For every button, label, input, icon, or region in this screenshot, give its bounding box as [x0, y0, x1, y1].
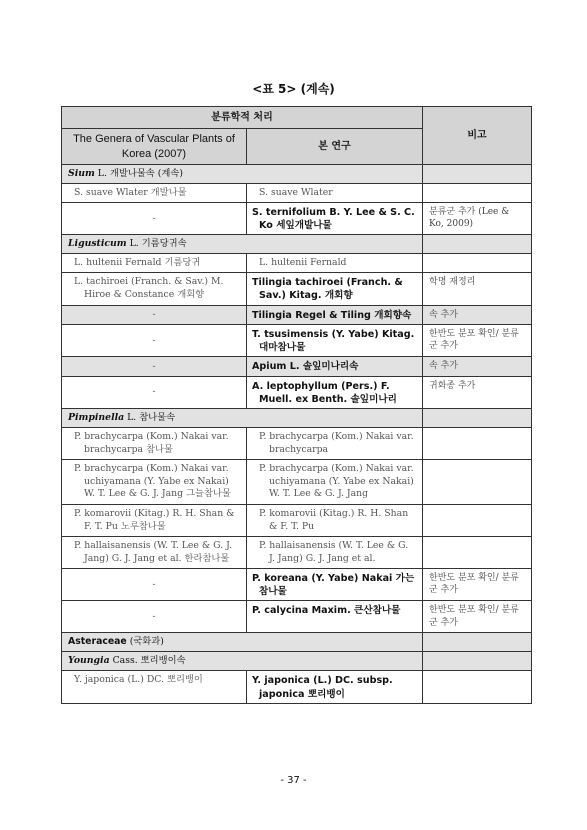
- family-cell: [62, 633, 423, 652]
- table-row: [62, 504, 532, 536]
- header-taxonomic-treatment: 분류학적 처리: [62, 107, 423, 129]
- genus-cell: [62, 235, 423, 254]
- col-genera-2007-cell: -: [62, 357, 247, 376]
- col-this-study-cell: P. brachycarpa (Kom.) Nakai var. uchiyamana (Y. Yabe ex Nakai) W. T. Lee & G. J. Jang: [247, 459, 423, 504]
- remarks-cell: [423, 165, 532, 184]
- col-remarks-cell: [423, 536, 532, 568]
- col-remarks-cell: 한반도 분포 확인/ 분류군 추가: [423, 324, 532, 356]
- family-common-name: (국화과): [126, 636, 164, 648]
- genus-row: [62, 235, 532, 254]
- table-row: [62, 459, 532, 504]
- table-row: [62, 568, 532, 600]
- header-remarks: 비고: [423, 107, 532, 165]
- col-remarks-cell: [423, 459, 532, 504]
- added-genus-row: [62, 305, 532, 324]
- col-genera-2007-cell: P. brachycarpa (Kom.) Nakai var. brachycarpa 참나물: [62, 427, 247, 459]
- table-row: [62, 273, 532, 305]
- page-number: - 37 -: [280, 775, 307, 786]
- genus-row: [62, 165, 532, 184]
- table-row: [62, 324, 532, 356]
- col-this-study-cell: P. koreana (Y. Yabe) Nakai 가는참나물: [247, 568, 423, 600]
- genus-name: Ligusticum: [68, 238, 127, 250]
- table-row: [62, 671, 532, 703]
- col-this-study-cell: P. calycina Maxim. 큰산참나물: [247, 601, 423, 633]
- remarks-cell: [423, 652, 532, 671]
- genus-name: Youngia: [68, 655, 110, 667]
- genus-cell: [62, 165, 423, 184]
- genus-common-name: L. 개발나물속 (계속): [94, 168, 183, 180]
- col-remarks-cell: [423, 504, 532, 536]
- table-row: [62, 376, 532, 408]
- col-genera-2007-cell: P. brachycarpa (Kom.) Nakai var. uchiyamana (Y. Yabe ex Nakai) W. T. Lee & G. J. Jang 그늘참나물: [62, 459, 247, 504]
- col-remarks-cell: 분류군 추가 (Lee & Ko, 2009): [423, 203, 532, 235]
- genus-common-name: Cass. 뽀리뱅이속: [109, 655, 186, 667]
- table-row: [62, 254, 532, 273]
- col-remarks-cell: 속 추가: [423, 305, 532, 324]
- col-remarks-cell: [423, 254, 532, 273]
- col-genera-2007-cell: -: [62, 601, 247, 633]
- genus-row: [62, 409, 532, 428]
- genus-row: [62, 652, 532, 671]
- table-body: [62, 165, 532, 703]
- col-genera-2007-cell: P. komarovii (Kitag.) R. H. Shan & F. T. Pu 노루참나물: [62, 504, 247, 536]
- col-remarks-cell: 귀화종 추가: [423, 376, 532, 408]
- col-remarks-cell: 학명 재정리: [423, 273, 532, 305]
- family-name: Asteraceae: [68, 636, 127, 648]
- family-row: [62, 633, 532, 652]
- genus-common-name: L. 참나물속: [124, 412, 176, 423]
- table-row: [62, 203, 532, 235]
- col-genera-2007-cell: Y. japonica (L.) DC. 뽀리뱅이: [62, 671, 247, 703]
- col-genera-2007-cell: L. hultenii Fernald 기름당귀: [62, 254, 247, 273]
- table-title: <표 5> (계속): [252, 82, 335, 96]
- genus-common-name: L. 기름당귀속: [126, 238, 187, 250]
- col-this-study-cell: A. leptophyllum (Pers.) F. Muell. ex Benth. 솔잎미나리: [247, 376, 423, 408]
- col-genera-2007-cell: -: [62, 203, 247, 235]
- col-remarks-cell: 속 추가: [423, 357, 532, 376]
- col-this-study-cell: P. hallaisanensis (W. T. Lee & G. J. Jang) G. J. Jang et al.: [247, 536, 423, 568]
- col-this-study-cell: P. komarovii (Kitag.) R. H. Shan & F. T. Pu: [247, 504, 423, 536]
- col-this-study-cell: Y. japonica (L.) DC. subsp. japonica 뽀리뱅이: [247, 671, 423, 703]
- col-this-study-cell: Tilingia tachiroei (Franch. & Sav.) Kitag. 개회향: [247, 273, 423, 305]
- col-genera-2007-cell: -: [62, 305, 247, 324]
- col-genera-2007-cell: -: [62, 376, 247, 408]
- col-remarks-cell: 한반도 분포 확인/ 분류군 추가: [423, 601, 532, 633]
- table-row: [62, 601, 532, 633]
- col-remarks-cell: 한반도 분포 확인/ 분류군 추가: [423, 568, 532, 600]
- added-genus-row: [62, 357, 532, 376]
- remarks-cell: [423, 409, 532, 428]
- col-this-study-cell: P. brachycarpa (Kom.) Nakai var. brachycarpa: [247, 427, 423, 459]
- genus-cell: [62, 652, 423, 671]
- taxonomy-table: [61, 106, 532, 704]
- col-this-study-cell: Tilingia Regel & Tiling 개회향속: [247, 305, 423, 324]
- col-this-study-cell: T. tsusimensis (Y. Yabe) Kitag. 대마참나물: [247, 324, 423, 356]
- table-row: [62, 427, 532, 459]
- col-genera-2007-cell: P. hallaisanensis (W. T. Lee & G. J. Jang) G. J. Jang et al. 한라참나물: [62, 536, 247, 568]
- table-row: [62, 536, 532, 568]
- col-this-study-cell: Apium L. 솔잎미나리속: [247, 357, 423, 376]
- col-remarks-cell: [423, 671, 532, 703]
- genus-name: Pimpinella: [68, 412, 125, 423]
- col-genera-2007-cell: L. tachiroei (Franch. & Sav.) M. Hiroe & Constance 개회향: [62, 273, 247, 305]
- col-this-study-cell: L. hultenii Fernald: [247, 254, 423, 273]
- remarks-cell: [423, 633, 532, 652]
- col-this-study-cell: S. ternifolium B. Y. Lee & S. C. Ko 세잎개발나물: [247, 203, 423, 235]
- genus-name: Sium: [68, 168, 95, 180]
- genus-cell: [62, 409, 423, 428]
- col-this-study-cell: S. suave Wlater: [247, 184, 423, 203]
- header-this-study: 본 연구: [247, 129, 423, 165]
- col-remarks-cell: [423, 184, 532, 203]
- col-genera-2007-cell: -: [62, 324, 247, 356]
- header-genera-2007: The Genera of Vascular Plants of Korea (2007): [62, 129, 247, 165]
- table-row: [62, 184, 532, 203]
- remarks-cell: [423, 235, 532, 254]
- col-genera-2007-cell: -: [62, 568, 247, 600]
- col-remarks-cell: [423, 427, 532, 459]
- col-genera-2007-cell: S. suave Wlater 개발나물: [62, 184, 247, 203]
